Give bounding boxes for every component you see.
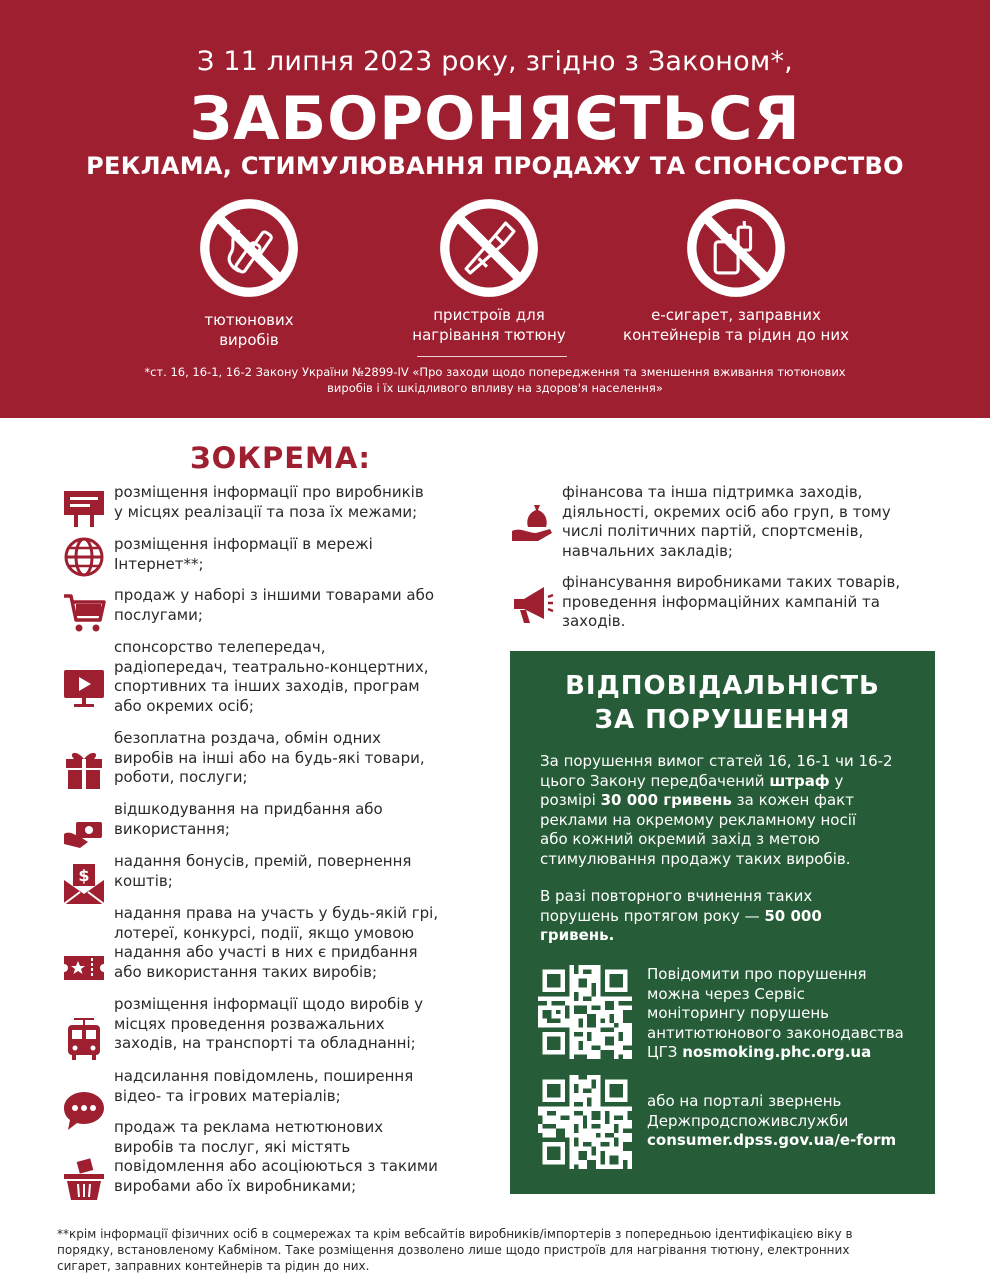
dpss-link[interactable]: consumer.dpss.gov.ua/e-form [647, 1131, 897, 1149]
divider [417, 356, 567, 357]
intro-text: З 11 липня 2023 року, згідно з Законом*, [197, 46, 793, 77]
money-bag-hand-icon [510, 501, 554, 545]
billboard-icon [62, 485, 106, 529]
globe-icon [62, 535, 106, 579]
shopping-basket-icon [62, 1158, 106, 1202]
shopping-cart-icon [62, 590, 106, 634]
svg-text:$: $ [78, 866, 90, 885]
penalty-panel [510, 651, 935, 1194]
ban-caption-tobacco: тютюнових виробів [204, 311, 294, 349]
qr-code-nosmoking[interactable] [538, 965, 632, 1059]
header-banner [0, 0, 990, 418]
section-title: ЗОКРЕМА: [190, 441, 371, 475]
report-text-dpss: або на порталі звернень Держпродспоживслужби consumer.dpss.gov.ua/e-form [647, 1092, 897, 1149]
qr-code-dpss[interactable] [538, 1075, 632, 1169]
subtitle: РЕКЛАМА, СТИМУЛЮВАННЯ ПРОДАЖУ ТА СПОНСОРСТВО [86, 152, 904, 180]
money-envelope-icon [62, 862, 106, 906]
ban-caption-ecig: е-сигарет, заправних контейнерів та рідин до них [623, 306, 849, 344]
headline: ЗАБОРОНЯЄТЬСЯ [189, 84, 801, 154]
report-text-phc: Повідомити про порушення можна через Сервіс моніторингу порушень антитютюнового законодавства ЦГЗ nosmoking.phc.org.ua [647, 965, 904, 1061]
no-heated-tobacco-icon [437, 196, 541, 300]
nosmoking-link[interactable]: nosmoking.phc.org.ua [682, 1043, 872, 1061]
video-screen-icon [62, 666, 106, 710]
panel-title: ВІДПОВІДАЛЬНІСТЬ ЗА ПОРУШЕННЯ [565, 671, 880, 735]
law-footnote: *ст. 16, 16-1, 16-2 Закону України №2899-IV «Про заходи щодо попередження та зменшення вживання тютюнових виробів і їх шкідливого впливу на здоров'я населення» [144, 365, 846, 395]
chat-bubble-icon [62, 1089, 106, 1133]
fine-text: За порушення вимог статей 16, 16-1 чи 16-2 цього Закону передбачений штраф у розмірі 30 000 гривень за кожен факт реклами на окремому рекламному носії або кожний окремий захід з метою стимулювання продажу таких виробів. [540, 752, 893, 868]
no-cigarette-icon [197, 196, 301, 300]
megaphone-icon [510, 583, 554, 627]
no-e-cigarette-icon [684, 196, 788, 300]
gift-icon [62, 747, 106, 791]
internet-footnote: **крім інформації фізичних осіб в соцмережах та крім вебсайтів виробників/імпортерів з попередньою ідентифікацією віку в порядку, встановленому Кабміном. Таке розміщення дозволено лише щодо пристроїв для нагрівання тютюну, електронних сигарет, заправних контейнерів та рідин до них. [57, 1227, 853, 1273]
repeat-fine-text: В разі повторного вчинення таких порушень протягом року — 50 000 гривень. [540, 887, 822, 944]
money-hand-icon [62, 808, 106, 852]
tram-icon [62, 1017, 106, 1061]
ticket-icon [62, 946, 106, 990]
ban-caption-heated: пристроїв для нагрівання тютюну [412, 306, 566, 344]
